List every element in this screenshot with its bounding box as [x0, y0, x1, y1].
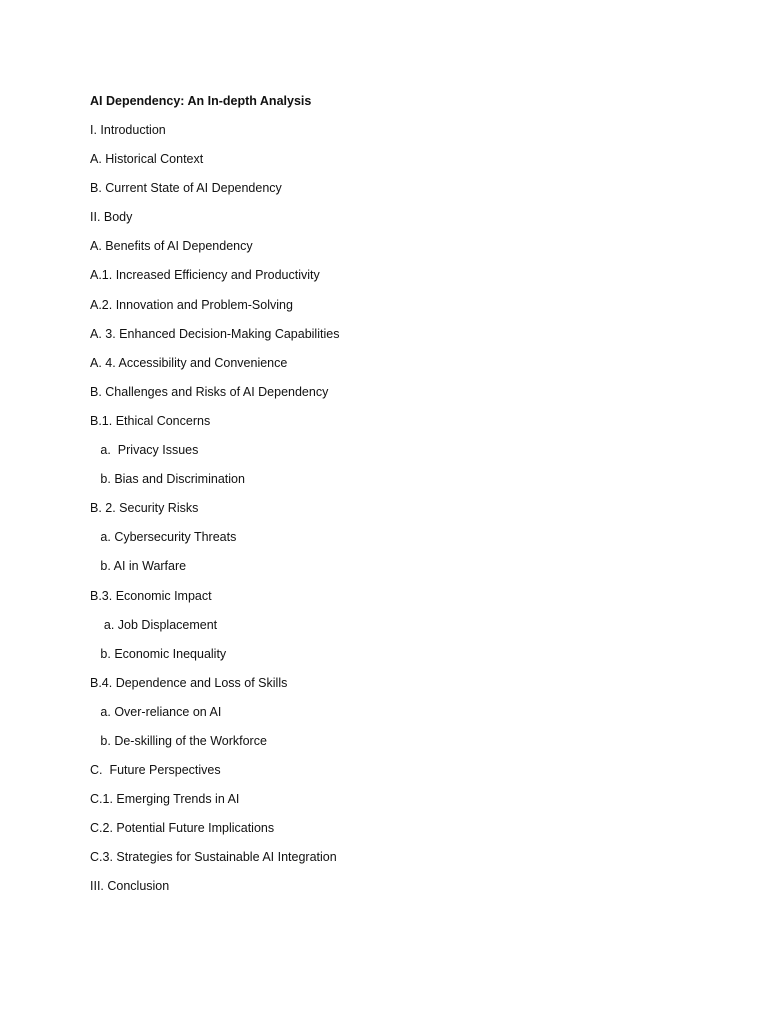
outline-item: C.1. Emerging Trends in AI — [90, 792, 240, 807]
outline-item: C.3. Strategies for Sustainable AI Integration — [90, 850, 337, 865]
outline-item: II. Body — [90, 210, 133, 225]
outline-item: A. Historical Context — [90, 152, 204, 167]
outline-item: A. 4. Accessibility and Convenience — [90, 355, 288, 370]
outline-item: b. Economic Inequality — [90, 646, 227, 661]
outline-item: B. Challenges and Risks of AI Dependency — [90, 384, 329, 399]
outline-item: III. Conclusion — [90, 879, 170, 894]
outline-item: C. Future Perspectives — [90, 763, 221, 778]
outline-item: A. Benefits of AI Dependency — [90, 239, 253, 254]
outline-item: a. Cybersecurity Threats — [90, 530, 237, 545]
outline-item: B.1. Ethical Concerns — [90, 413, 211, 428]
document-title: AI Dependency: An In-depth Analysis — [90, 94, 312, 108]
outline-item: A.2. Innovation and Problem-Solving — [90, 297, 293, 312]
outline-item: C.2. Potential Future Implications — [90, 821, 275, 836]
outline-item: B.3. Economic Impact — [90, 588, 212, 603]
outline-list — [90, 122, 339, 908]
outline-item: B. 2. Security Risks — [90, 501, 199, 516]
outline-item: b. Bias and Discrimination — [90, 472, 245, 487]
outline-item: B. Current State of AI Dependency — [90, 181, 282, 196]
outline-item: I. Introduction — [90, 123, 166, 137]
outline-item: a. Over-reliance on AI — [90, 704, 222, 719]
outline-item: a. Privacy Issues — [90, 443, 199, 458]
outline-item: b. De-skilling of the Workforce — [90, 733, 267, 748]
outline-item: B.4. Dependence and Loss of Skills — [90, 675, 288, 690]
outline-item: A.1. Increased Efficiency and Productivity — [90, 268, 320, 283]
outline-item: b. AI in Warfare — [90, 559, 187, 574]
outline-item: a. Job Displacement — [90, 617, 218, 632]
outline-item: A. 3. Enhanced Decision-Making Capabilities — [90, 326, 340, 341]
